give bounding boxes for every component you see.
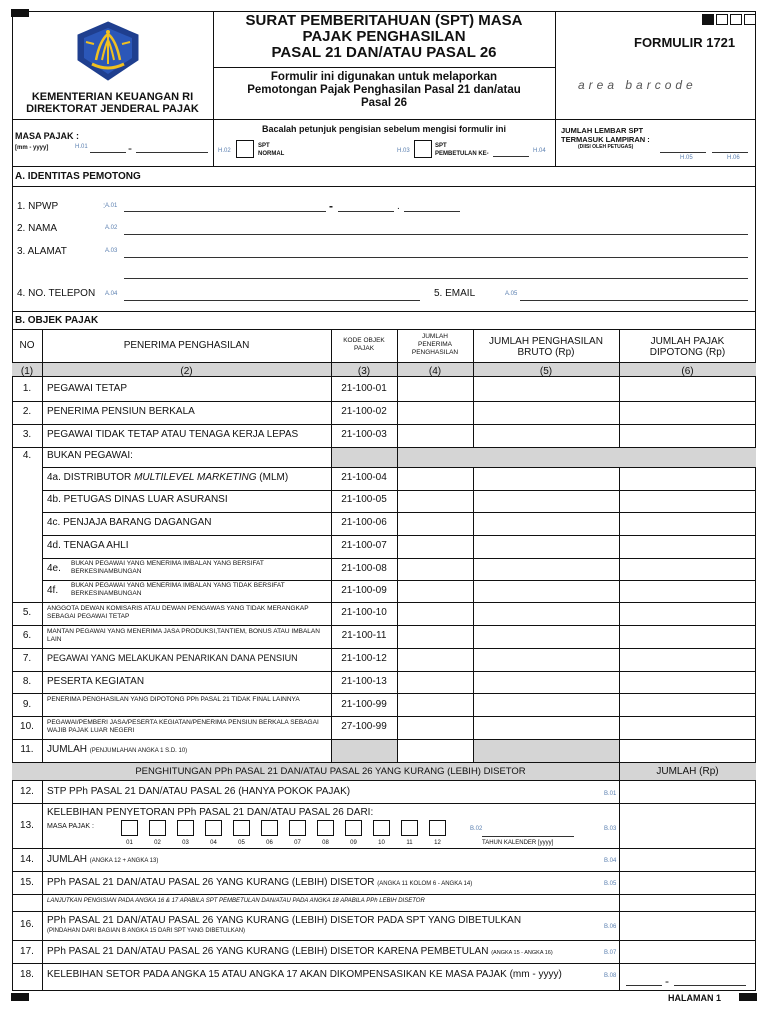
section-b-title: B. OBJEK PAJAK [15,315,99,326]
code-h05: H.05 [680,155,693,161]
row11-bruto-shade [474,739,619,762]
row-mantan-pegawai: MANTAN PEGAWAI YANG MENERIMA JASA PRODUKSI,TANTIEM, BONUS ATAU IMBALAN LAIN [47,628,320,643]
calc-amount-header: JUMLAH (Rp) [656,766,719,777]
kompensasi-year-field[interactable] [674,985,746,986]
npwp-label: 1. NPWP [17,201,59,212]
alamat-field-2[interactable] [124,278,748,279]
code-a03: A.03 [105,248,118,254]
row4-code-shade [332,447,397,467]
npwp-field-1[interactable] [124,211,326,212]
alamat-field-1[interactable] [124,257,748,258]
month-box-09[interactable] [345,820,362,836]
col-no: NO [19,340,35,351]
row-spt-dibetulkan: PPh PASAL 21 DAN/ATAU PASAL 26 YANG KURANG (LEBIH) DISETOR PADA SPT YANG DIBETULKAN [47,915,522,926]
row-4e: BUKAN PEGAWAI YANG MENERIMA IMBALAN YANG BERSIFAT BERKESINAMBUNGAN [71,560,264,575]
row-luar-negeri: PEGAWAI/PEMBERI JASA/PESERTA KEGIATAN/PENERIMA PENSIUN BERKALA SEBAGAI WAJIB PAJAK LUAR NEGERI [47,719,319,734]
lampiran-field-2[interactable] [712,152,748,153]
telepon-label: 4. NO. TELEPON [17,288,96,299]
month-box-04[interactable] [205,820,222,836]
lampiran-note: (DIISI OLEH PETUGAS) [578,144,634,150]
code-h06: H.06 [727,155,740,161]
instruction-text: Bacalah petunjuk pengisian sebelum mengisi formulir ini [261,124,507,134]
month-box-05[interactable] [233,820,250,836]
row-4a: 4a. DISTRIBUTOR MULTILEVEL MARKETING (MLM) [47,472,289,483]
month-box-12[interactable] [429,820,446,836]
code-a01: A.01 [105,203,118,209]
col-pajak: JUMLAH PAJAK DIPOTONG (Rp) [649,336,726,358]
row-4f: BUKAN PEGAWAI YANG MENERIMA IMBALAN YANG TIDAK BERSIFAT BERKESINAMBUNGAN [71,582,285,597]
row-penarikan-dana: PEGAWAI YANG MELAKUKAN PENARIKAN DANA PENSIUN [47,653,298,663]
code-h04: H.04 [533,148,546,154]
row-jumlah: JUMLAH (PENJUMLAHAN ANGKA 1 S.D. 10) [47,744,188,755]
kompensasi-month-field[interactable] [626,985,662,986]
nama-field[interactable] [124,234,748,235]
code-h03: H.03 [397,148,410,154]
row11-code-shade [332,739,397,762]
page-number: HALAMAN 1 [668,993,721,1003]
email-field[interactable] [520,300,748,301]
col-jumlah-penerima: JUMLAH PENERIMA PENGHASILAN [411,333,459,356]
pembetulan-note: LANJUTKAN PENGISIAN PADA ANGKA 16 & 17 APABILA SPT PEMBETULAN DAN/ATAU PADA ANGKA 18 APABILA PPh LEBIH DISETOR [47,898,425,904]
spt-normal-checkbox[interactable] [236,140,254,158]
code-a04: A.04 [105,291,118,297]
npwp-field-3[interactable] [404,211,460,212]
row-bukan-pegawai: BUKAN PEGAWAI: [47,450,133,461]
spt-pembetulan-label: SPT PEMBETULAN KE- [435,143,489,157]
col-bruto: JUMLAH PENGHASILAN BRUTO (Rp) [489,336,603,358]
masa-pajak-label: MASA PAJAK : [15,131,80,141]
corner-mark-br [739,993,757,1001]
form-title: SURAT PEMBERITAHUAN (SPT) MASA PAJAK PENGHASILAN PASAL 21 DAN/ATAU PASAL 26 [245,12,523,61]
pembetulan-ke-field[interactable] [493,156,529,157]
spt-pembetulan-checkbox[interactable] [414,140,432,158]
code-a02: A.02 [105,225,118,231]
calc-header: PENGHITUNGAN PPh PASAL 21 DAN/ATAU PASAL 26 YANG KURANG (LEBIH) DISETOR [135,766,526,777]
code-h02: H.02 [218,148,231,154]
row-kurang-lebih: PPh PASAL 21 DAN/ATAU PASAL 26 YANG KURANG (LEBIH) DISETOR (ANGKA 11 KOLOM 6 - ANGKA 14) [47,877,473,888]
month-box-01[interactable] [121,820,138,836]
tahun-kalender-field[interactable] [482,836,574,837]
row-pensiun: PENERIMA PENSIUN BERKALA [47,406,195,417]
masa-pajak-format: [mm - yyyy] [15,145,49,151]
masa-pajak-year-field[interactable] [136,152,208,153]
ministry-name: KEMENTERIAN KEUANGAN RI DIREKTORAT JENDERAL PAJAK [26,91,199,115]
email-label: 5. EMAIL [434,288,476,299]
row-stp: STP PPh PASAL 21 DAN/ATAU PASAL 26 (HANYA POKOK PAJAK) [47,786,351,797]
row-kompensasi: KELEBIHAN SETOR PADA ANGKA 15 ATAU ANGKA 17 AKAN DIKOMPENSASIKAN KE MASA PAJAK (mm - yyyy) [47,969,562,980]
month-box-11[interactable] [401,820,418,836]
npwp-field-2[interactable] [338,211,394,212]
row-komisaris: ANGGOTA DEWAN KOMISARIS ATAU DEWAN PENGAWAS YANG TIDAK MERANGKAP SEBAGAI PEGAWAI TETAP [47,605,309,620]
row-jumlah-14: JUMLAH (ANGKA 12 + ANGKA 13) [47,854,159,865]
row4-data-shade [398,447,756,467]
form-id: FORMULIR 1721 [634,35,736,50]
form-description: Formulir ini digunakan untuk melaporkan Pemotongan Pajak Penghasilan Pasal 21 dan/atau Pasal 26 [247,71,521,109]
row-4d: 4d. TENAGA AHLI [47,540,129,551]
month-box-08[interactable] [317,820,334,836]
nama-label: 2. NAMA [17,223,58,234]
month-box-06[interactable] [261,820,278,836]
col-penerima: PENERIMA PENGHASILAN [123,340,250,351]
row-pegawai-tetap: PEGAWAI TETAP [47,383,128,394]
month-box-10[interactable] [373,820,390,836]
month-box-03[interactable] [177,820,194,836]
row-4c: 4c. PENJAJA BARANG DAGANGAN [47,517,212,528]
telepon-field[interactable] [124,300,420,301]
row-4b: 4b. PETUGAS DINAS LUAR ASURANSI [47,494,228,505]
col-kode: KODE OBJEK PAJAK [343,337,385,352]
lampiran-field-1[interactable] [660,152,706,153]
ministry-logo [72,20,144,82]
row-karena-pembetulan: PPh PASAL 21 DAN/ATAU PASAL 26 YANG KURANG (LEBIH) DISETOR KARENA PEMBETULAN (ANGKA 15 - ANGKA 16) [47,946,553,957]
corner-mark-bl [11,993,29,1001]
section-a-title: A. IDENTITAS PEMOTONG [15,171,141,182]
spt-normal-label: SPT NORMAL [258,143,285,157]
alamat-label: 3. ALAMAT [17,246,67,257]
row-tidak-tetap: PEGAWAI TIDAK TETAP ATAU TENAGA KERJA LEPAS [47,429,299,440]
code-a05: A.05 [505,291,518,297]
lampiran-label: JUMLAH LEMBAR SPT TERMASUK LAMPIRAN : [561,126,650,144]
row-tidak-final: PENERIMA PENGHASILAN YANG DIPOTONG PPh PASAL 21 TIDAK FINAL LAINNYA [47,696,300,703]
code-h01: H.01 [75,144,88,150]
barcode-area: area barcode [578,78,697,92]
month-box-02[interactable] [149,820,166,836]
row-kelebihan: KELEBIHAN PENYETORAN PPh PASAL 21 DAN/ATAU PASAL 26 DARI: [47,807,374,818]
masa-pajak-month-field[interactable] [90,152,126,153]
month-box-07[interactable] [289,820,306,836]
row-peserta-kegiatan: PESERTA KEGIATAN [47,676,145,687]
